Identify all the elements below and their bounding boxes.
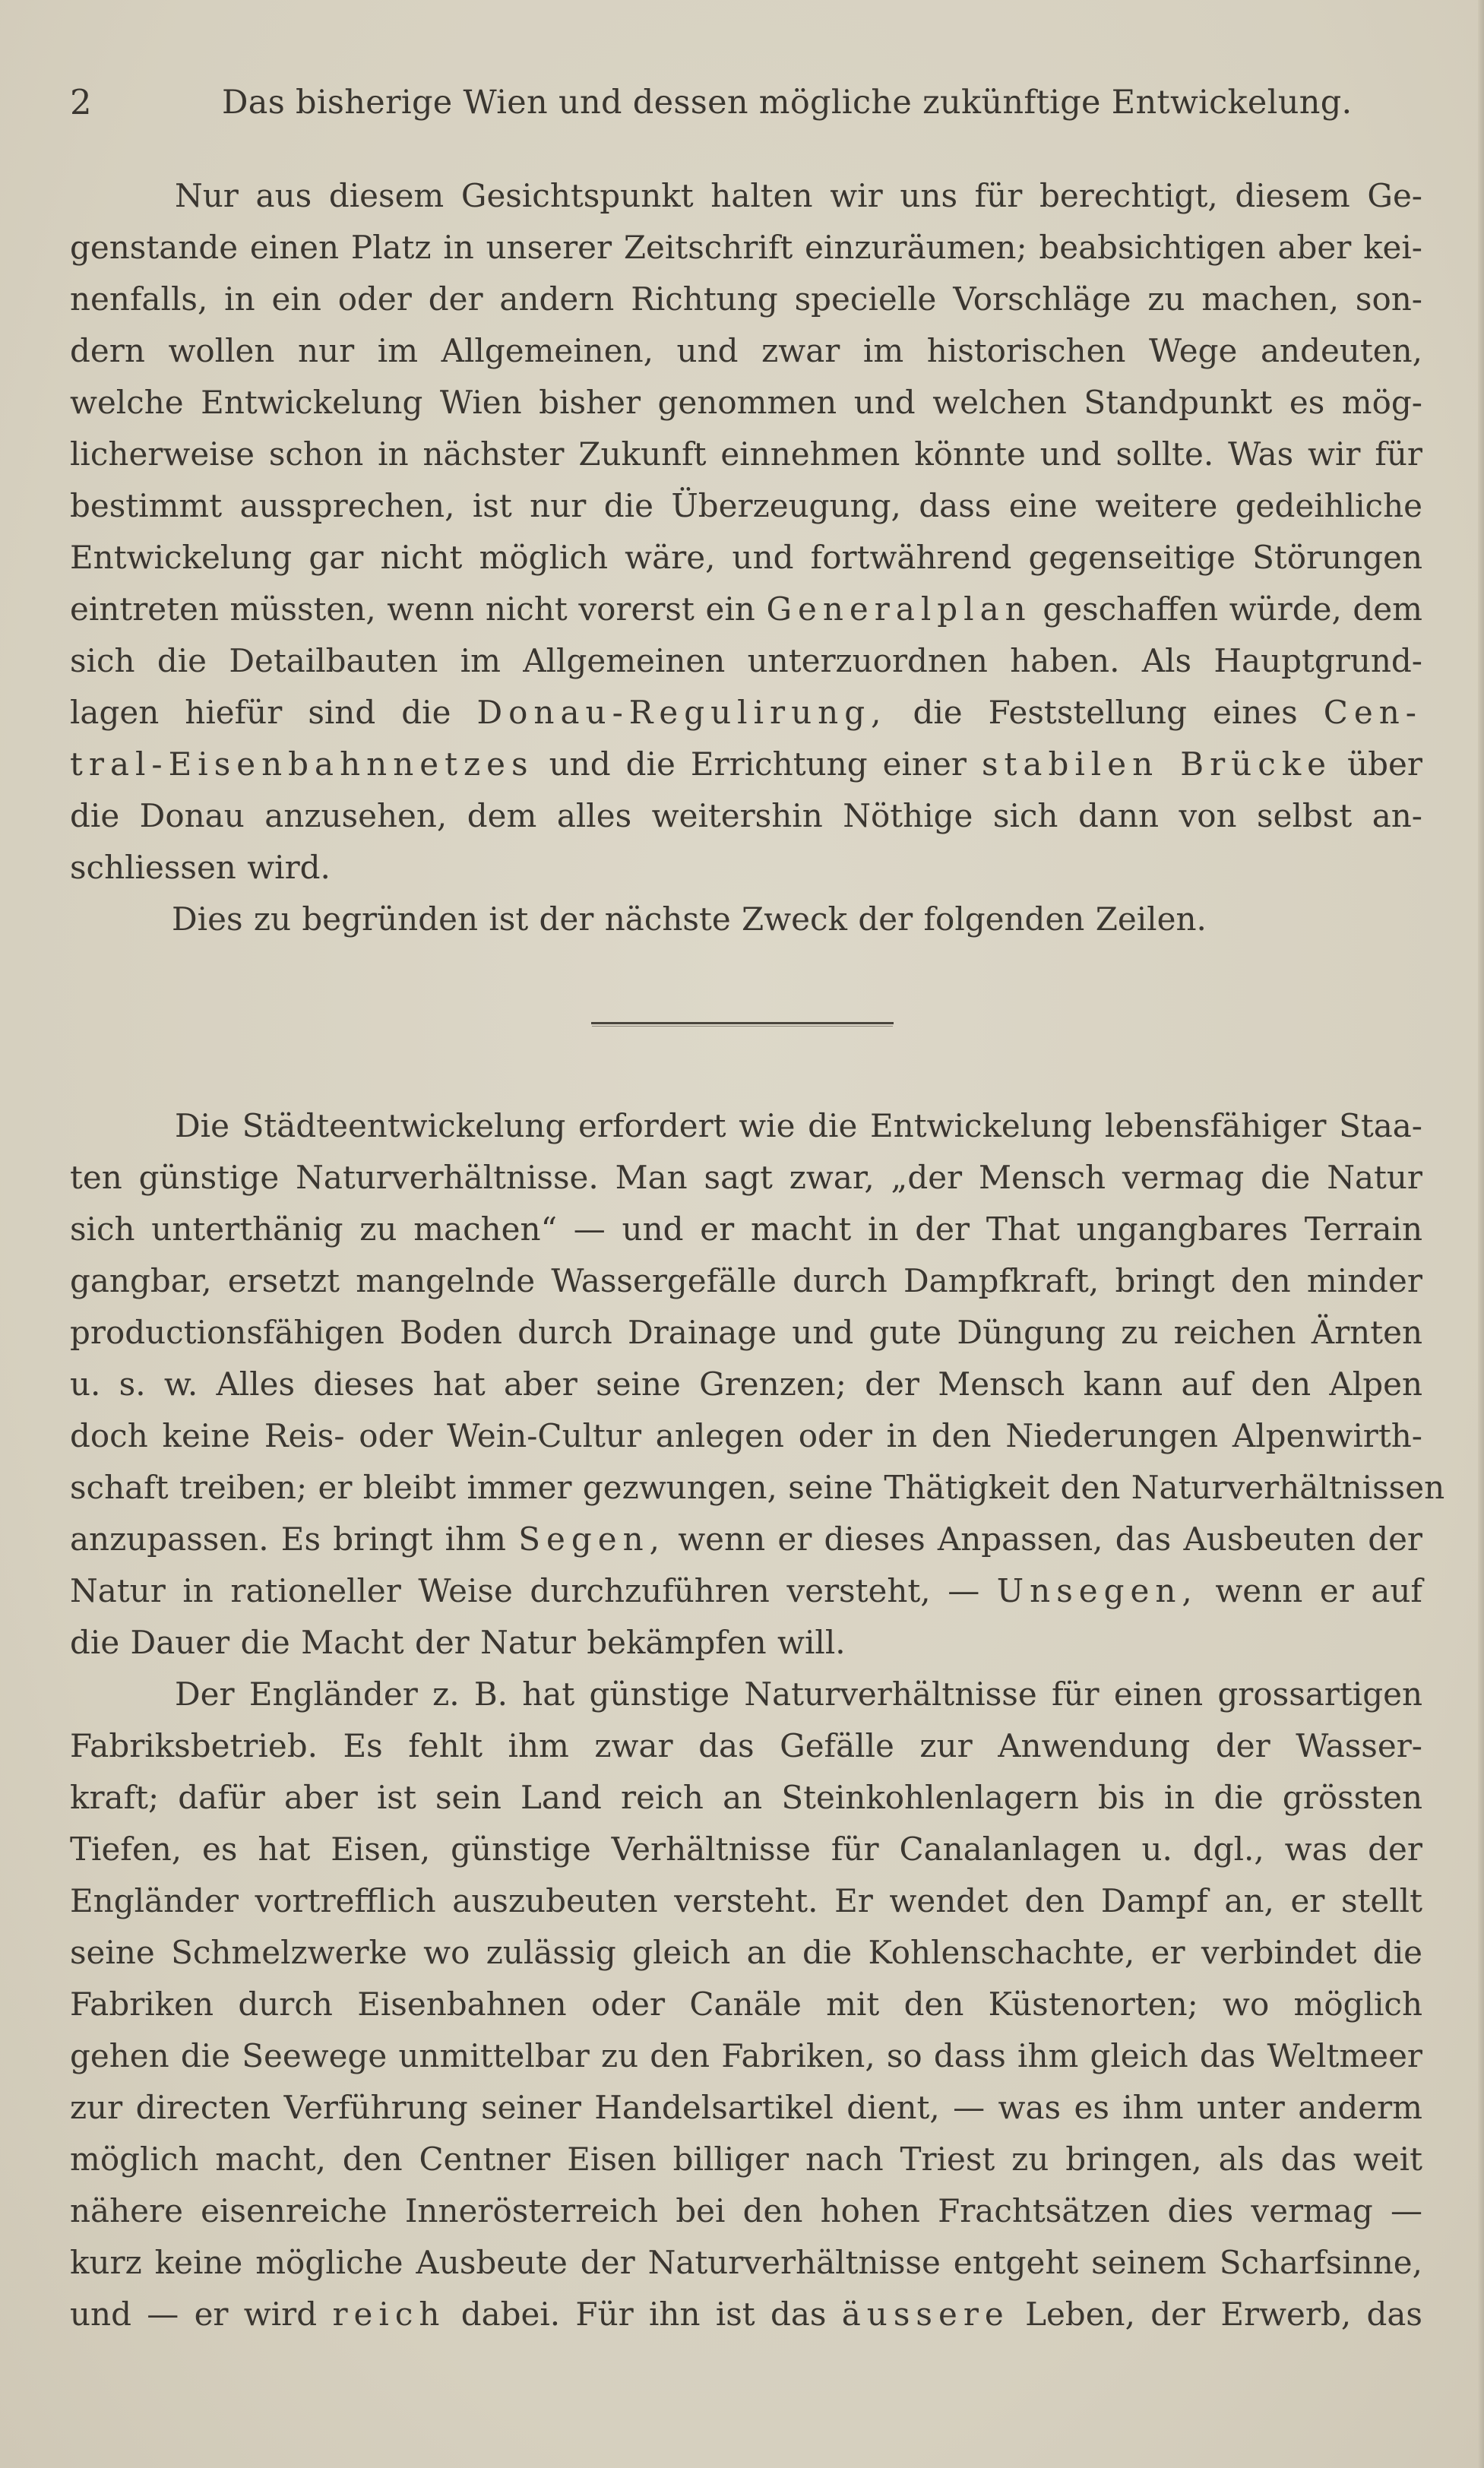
text-line: Fabriksbetrieb. Es fehlt ihm zwar das Gefälle zur Anwendung der Wasser- (70, 1727, 1422, 1764)
text-line: schliessen wird. (70, 849, 331, 886)
text-line: zur directen Verführung seiner Handelsartikel dient, — was es ihm unter anderm (70, 2089, 1422, 2126)
section-divider (591, 1022, 894, 1024)
text-line: nenfalls, in ein oder der andern Richtung specielle Vorschläge zu machen, son- (70, 280, 1422, 318)
emphasis-stabile-bruecke: stabilen Brücke (982, 745, 1333, 783)
text-line: die Dauer die Macht der Natur bekämpfen will. (70, 1624, 846, 1661)
text-line: Entwickelung gar nicht möglich wäre, und fortwährend gegenseitige Störungen (70, 539, 1422, 576)
emphasis-eisenbahnnetz: tral-Eisenbahnnetzes (70, 745, 534, 783)
text-line: welche Entwickelung Wien bisher genommen und welchen Standpunkt es mög- (70, 384, 1422, 421)
text-line: lagen hiefür sind die Donau-Regulirung, die Feststellung eines Cen- (70, 694, 1422, 731)
text-line: und — er wird reich dabei. Für ihn ist das äussere Leben, der Erwerb, das (70, 2296, 1422, 2333)
text-line: sich unterthänig zu machen“ — und er macht in der That ungangbares Terrain (70, 1210, 1422, 1248)
text-line: tral-Eisenbahnnetzes und die Errichtung einer stabilen Brücke über (70, 745, 1422, 783)
text-line: bestimmt aussprechen, ist nur die Überzeugung, dass eine weitere gedeihliche (70, 487, 1422, 524)
text-line: kurz keine mögliche Ausbeute der Naturverhältnisse entgeht seinem Scharfsinne, (70, 2244, 1422, 2281)
text-line: genstande einen Platz in unserer Zeitschrift einzuräumen; beabsichtigen aber kei- (70, 229, 1422, 266)
text-line: productionsfähigen Boden durch Drainage und gute Düngung zu reichen Ärnten (70, 1314, 1422, 1351)
text-line: nähere eisenreiche Innerösterreich bei den hohen Frachtsätzen dies vermag — (70, 2192, 1422, 2229)
page-number: 2 (70, 82, 92, 122)
text-line: anzupassen. Es bringt ihm Segen, wenn er dieses Anpassen, das Ausbeuten der (70, 1520, 1423, 1558)
text-line: sich die Detailbauten im Allgemeinen unterzuordnen haben. Als Hauptgrund- (70, 642, 1422, 679)
text-line: seine Schmelzwerke wo zulässig gleich an die Kohlenschachte, er verbindet die (70, 1934, 1422, 1971)
emphasis-aeussere: äussere (841, 2296, 1010, 2333)
running-title: Das bisherige Wien und dessen mögliche zukünftige Entwickelung. (222, 84, 1353, 122)
text-line: Nur aus diesem Gesichtspunkt halten wir uns für berechtigt, diesem Ge- (175, 177, 1422, 214)
emphasis-unsegen: Unsegen, (996, 1572, 1198, 1609)
text-line: möglich macht, den Centner Eisen billiger nach Triest zu bringen, als das weit (70, 2141, 1422, 2178)
emphasis-generalplan: Generalplan (766, 590, 1032, 628)
emphasis-central: Cen- (1323, 694, 1422, 731)
text-line: die Donau anzusehen, dem alles weitershin Nöthige sich dann von selbst an- (70, 797, 1422, 834)
text-line: licherweise schon in nächster Zukunft einnehmen könnte und sollte. Was wir für (70, 435, 1422, 473)
text-line: Fabriken durch Eisenbahnen oder Canäle mit den Küstenorten; wo möglich (70, 1985, 1422, 2023)
text-line: Dies zu begründen ist der nächste Zweck der folgenden Zeilen. (172, 900, 1207, 938)
text-line: schaft treiben; er bleibt immer gezwungen, seine Thätigkeit den Naturverhältnissen (70, 1469, 1445, 1506)
emphasis-segen: Segen, (518, 1520, 666, 1558)
text-line: eintreten müssten, wenn nicht vorerst ein Generalplan geschaffen würde, dem (70, 590, 1422, 628)
emphasis-reich: reich (332, 2296, 446, 2333)
page-header (70, 82, 1422, 135)
text-line: Natur in rationeller Weise durchzuführen versteht, — Unsegen, wenn er auf (70, 1572, 1422, 1609)
text-line: gangbar, ersetzt mangelnde Wassergefälle durch Dampfkraft, bringt den minder (70, 1262, 1422, 1299)
page-edge (1478, 0, 1484, 2468)
text-line: doch keine Reis- oder Wein-Cultur anlegen oder in den Niederungen Alpenwirth- (70, 1417, 1422, 1454)
text-line: gehen die Seewege unmittelbar zu den Fabriken, so dass ihm gleich das Weltmeer (70, 2037, 1422, 2074)
text-line: Engländer vortrefflich auszubeuten versteht. Er wendet den Dampf an, er stellt (70, 1882, 1422, 1919)
text-line: Tiefen, es hat Eisen, günstige Verhältnisse für Canalanlagen u. dgl., was der (70, 1830, 1422, 1868)
text-line: Die Städteentwickelung erfordert wie die Entwickelung lebensfähiger Staa- (175, 1107, 1422, 1144)
text-line: u. s. w. Alles dieses hat aber seine Grenzen; der Mensch kann auf den Alpen (70, 1365, 1422, 1403)
text-line: dern wollen nur im Allgemeinen, und zwar im historischen Wege andeuten, (70, 332, 1422, 369)
emphasis-donau-regulirung: Donau-Regulirung, (476, 694, 888, 731)
text-line: kraft; dafür aber ist sein Land reich an Steinkohlenlagern bis in die grössten (70, 1779, 1422, 1816)
text-line: Der Engländer z. B. hat günstige Naturverhältnisse für einen grossartigen (175, 1675, 1422, 1713)
text-line: ten günstige Naturverhältnisse. Man sagt zwar, „der Mensch vermag die Natur (70, 1159, 1422, 1196)
